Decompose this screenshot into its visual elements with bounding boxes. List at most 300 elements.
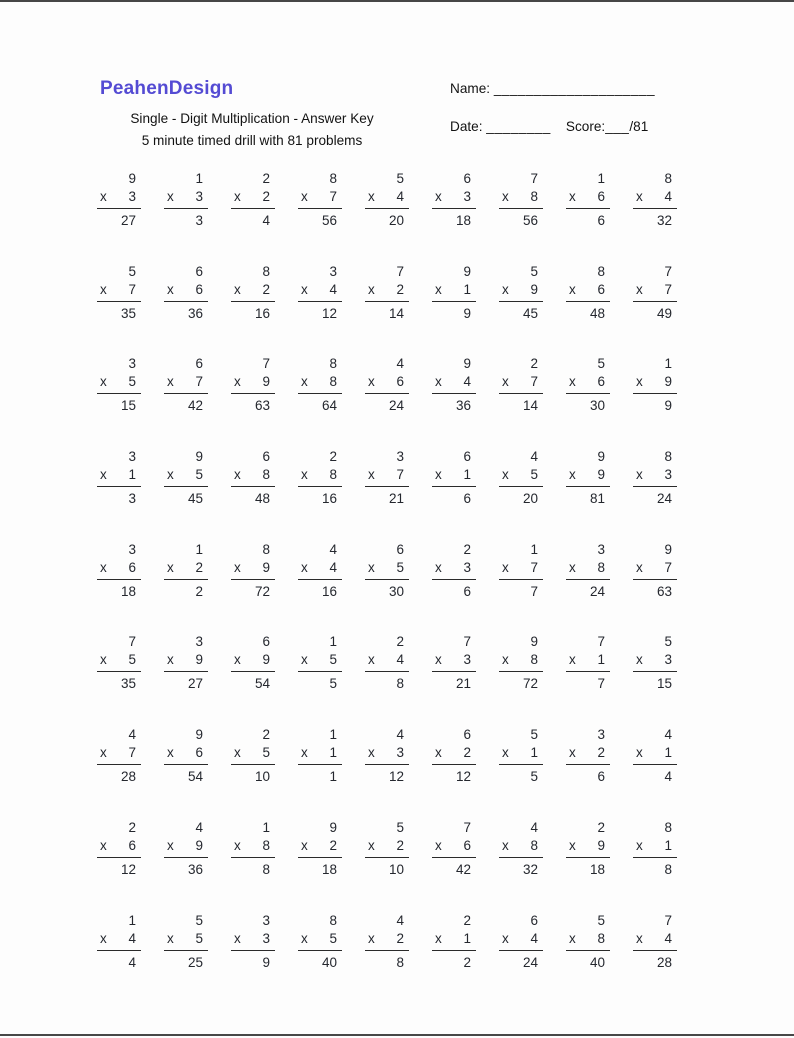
answer: 14 [388,305,404,321]
answer: 6 [597,769,605,785]
answer: 7 [597,676,605,692]
multiplier-row [231,373,275,394]
multiplier: 4 [329,281,337,297]
multiply-icon: x [569,745,576,761]
multiplier: 3 [195,189,203,204]
multiplication-problem [633,633,677,693]
answer: 32 [656,213,672,228]
multiplier: 7 [128,281,136,297]
multiplication-problem [298,541,342,601]
answer: 15 [656,676,672,692]
multiplication-problem [365,355,409,415]
multiplicand: 8 [329,356,337,372]
multiplicand: 9 [463,356,471,372]
multiplier: 8 [530,837,538,853]
multiplication-problem [432,355,476,415]
answer: 42 [455,861,471,877]
multiplier-row [231,930,275,951]
answer: 56 [321,213,337,228]
multiplicand: 2 [329,449,337,465]
multiplier-row [499,744,543,765]
page-top-border [0,0,794,2]
answer: 18 [120,583,136,599]
date-score-row [450,119,648,134]
answer: 25 [187,954,203,970]
multiply-icon: x [100,559,107,575]
multiplier: 8 [329,374,337,390]
multiplicand: 4 [396,356,404,372]
multiplier-row [633,744,677,765]
multiplier-row [432,559,476,580]
answer: 9 [463,305,471,321]
multiplication-problem [231,726,275,786]
multiplier-row [432,466,476,487]
brand-logo: PeahenDesign [100,78,234,99]
answer: 21 [455,676,471,692]
multiplicand: 1 [195,541,203,557]
multiplication-problem [231,263,275,323]
multiplicand: 8 [664,819,672,835]
multiplier-row [231,188,275,209]
multiplication-problem [566,170,610,230]
multiplier: 3 [128,189,136,204]
multiplication-problem [97,912,141,972]
problem-row [97,726,677,819]
multiplier-row [164,188,208,209]
multiplier-row [365,188,409,209]
answer: 48 [589,305,605,321]
multiplicand: 2 [463,541,471,557]
multiplier-row [298,373,342,394]
multiplier: 2 [597,745,605,761]
answer: 40 [321,954,337,970]
multiplicand: 3 [396,449,404,465]
multiplicand: 4 [530,449,538,465]
name-field-row [450,81,655,96]
multiply-icon: x [100,189,107,204]
multiplier-row [499,373,543,394]
multiplier-row [164,559,208,580]
multiplication-problem [298,912,342,972]
multiply-icon: x [435,559,442,575]
multiply-icon: x [502,559,509,575]
multiplicand: 9 [664,541,672,557]
multiplier: 9 [262,559,270,575]
answer: 28 [656,954,672,970]
multiplication-problem [432,170,476,230]
multiply-icon: x [636,745,643,761]
multiplication-problem [633,819,677,879]
answer: 30 [589,398,605,414]
multiplier-row [298,559,342,580]
title-line-2: 5 minute timed drill with 81 problems [141,133,363,148]
answer: 6 [463,491,471,507]
multiplication-problem [566,541,610,601]
multiplicand: 7 [463,634,471,650]
multiply-icon: x [636,189,643,204]
multiply-icon: x [636,281,643,297]
multiply-icon: x [301,281,308,297]
answer: 8 [262,861,270,877]
multiplier: 4 [329,559,337,575]
multiplicand: 7 [463,819,471,835]
multiply-icon: x [368,281,375,297]
multiplier-row [298,651,342,672]
multiplication-problem [97,633,141,693]
multiplier-row [633,837,677,858]
answer: 72 [522,676,538,692]
multiply-icon: x [234,559,241,575]
multiplicand: 3 [597,727,605,743]
multiplier: 6 [396,374,404,390]
multiplier: 4 [128,930,136,946]
score-blank-line: ___ [605,119,630,134]
multiplier: 6 [195,281,203,297]
multiply-icon: x [502,467,509,483]
answer: 12 [120,861,136,877]
multiplier-row [97,930,141,951]
multiplicand: 5 [396,171,404,186]
answer: 1 [329,769,337,785]
multiplicand: 9 [195,727,203,743]
multiplier: 5 [329,652,337,668]
multiplier-row [566,930,610,951]
multiplication-problem [566,263,610,323]
answer: 24 [388,398,404,414]
multiplicand: 1 [128,912,136,928]
multiplicand: 6 [262,634,270,650]
multiplicand: 6 [396,541,404,557]
answer: 8 [396,676,404,692]
problem-row [97,263,677,356]
multiply-icon: x [569,652,576,668]
multiplicand: 2 [262,727,270,743]
multiplier-row [633,930,677,951]
multiplier-row [365,744,409,765]
multiplier-row [633,373,677,394]
multiplier-row [231,281,275,302]
multiply-icon: x [636,652,643,668]
multiplication-problem [499,355,543,415]
answer: 45 [522,305,538,321]
multiplier-row [164,651,208,672]
multiplier: 8 [262,467,270,483]
multiplication-problem [432,726,476,786]
multiplier-row [566,281,610,302]
multiplier-row [432,651,476,672]
multiply-icon: x [167,930,174,946]
multiplication-problem [633,912,677,972]
multiplier: 6 [463,837,471,853]
multiplication-problem [365,726,409,786]
multiplication-problem [164,912,208,972]
multiplication-problem [499,263,543,323]
multiplication-problem [633,448,677,508]
multiplication-problem [633,541,677,601]
multiplier-row [164,837,208,858]
multiplicand: 4 [329,541,337,557]
multiply-icon: x [502,374,509,390]
multiplicand: 5 [530,263,538,279]
multiplication-problem [97,541,141,601]
multiplication-problem [566,355,610,415]
multiplier: 8 [597,930,605,946]
multiplicand: 7 [664,912,672,928]
multiplication-problem [97,819,141,879]
multiplier: 9 [262,652,270,668]
multiply-icon: x [368,559,375,575]
multiplicand: 5 [128,263,136,279]
multiplier-row [365,651,409,672]
answer: 6 [463,583,471,599]
answer: 9 [664,398,672,414]
multiplicand: 4 [128,727,136,743]
multiplication-problem [231,170,275,230]
multiply-icon: x [502,745,509,761]
multiplicand: 3 [128,449,136,465]
multiplier-row [499,651,543,672]
answer: 5 [329,676,337,692]
answer: 15 [120,398,136,414]
multiplier: 9 [195,837,203,853]
multiplier: 5 [262,745,270,761]
multiplier: 6 [195,745,203,761]
multiplier: 2 [329,837,337,853]
multiplication-problem [432,541,476,601]
multiplicand: 2 [597,819,605,835]
multiplication-problem [164,819,208,879]
answer: 2 [463,954,471,970]
multiply-icon: x [100,281,107,297]
answer: 24 [522,954,538,970]
multiply-icon: x [100,837,107,853]
multiply-icon: x [368,189,375,204]
answer: 42 [187,398,203,414]
multiply-icon: x [368,652,375,668]
multiplicand: 5 [195,912,203,928]
multiplicand: 6 [530,912,538,928]
multiplier: 2 [262,189,270,204]
answer: 16 [254,305,270,321]
multiplier: 3 [463,559,471,575]
multiplier: 7 [530,374,538,390]
multiplier-row [633,651,677,672]
multiplier-row [566,373,610,394]
multiply-icon: x [301,930,308,946]
multiplier-row [164,744,208,765]
answer: 8 [664,861,672,877]
multiplicand: 3 [195,634,203,650]
multiplier-row [97,188,141,209]
multiplicand: 2 [262,171,270,186]
multiplicand: 6 [463,171,471,186]
multiplier: 8 [530,189,538,204]
multiply-icon: x [569,281,576,297]
multiplier: 1 [597,652,605,668]
multiplier: 8 [329,467,337,483]
multiplication-problem [365,263,409,323]
multiplication-problem [365,819,409,879]
multiplier-row [231,466,275,487]
multiplicand: 9 [329,819,337,835]
multiply-icon: x [569,467,576,483]
multiplication-problem [432,633,476,693]
multiplier: 4 [396,189,404,204]
multiplicand: 8 [262,541,270,557]
multiply-icon: x [636,374,643,390]
answer: 24 [656,491,672,507]
multiplicand: 4 [664,727,672,743]
multiplier-row [499,466,543,487]
multiplier-row [298,744,342,765]
answer: 18 [455,213,471,228]
multiplicand: 7 [396,263,404,279]
multiplier: 4 [664,930,672,946]
answer: 8 [396,954,404,970]
multiplier-row [432,281,476,302]
multiply-icon: x [234,281,241,297]
multiply-icon: x [368,467,375,483]
multiplier-row [432,930,476,951]
multiply-icon: x [100,930,107,946]
multiplication-problem [365,912,409,972]
answer: 12 [388,769,404,785]
multiplicand: 8 [329,912,337,928]
multiply-icon: x [636,467,643,483]
problem-row [97,541,677,634]
multiply-icon: x [100,652,107,668]
multiply-icon: x [435,837,442,853]
answer: 20 [388,213,404,228]
multiply-icon: x [502,930,509,946]
multiplier-row [231,837,275,858]
problems-grid [97,170,677,1004]
multiply-icon: x [167,467,174,483]
answer: 56 [522,213,538,228]
multiplier-row [298,837,342,858]
multiply-icon: x [569,559,576,575]
date-blank-line: ________ [486,119,551,134]
multiplicand: 3 [329,263,337,279]
multiplication-problem [231,355,275,415]
answer: 63 [656,583,672,599]
answer: 20 [522,491,538,507]
problem-row [97,448,677,541]
answer: 36 [187,305,203,321]
multiplier: 1 [128,467,136,483]
answer: 3 [128,491,136,507]
multiplier-row [298,281,342,302]
answer: 64 [321,398,337,414]
answer: 72 [254,583,270,599]
answer: 36 [187,861,203,877]
multiplicand: 2 [530,356,538,372]
answer: 12 [455,769,471,785]
multiplicand: 5 [597,912,605,928]
multiplicand: 1 [329,727,337,743]
multiplicand: 1 [597,171,605,186]
multiply-icon: x [435,374,442,390]
worksheet-title [92,108,412,152]
multiplier: 7 [396,467,404,483]
multiplier: 4 [664,189,672,204]
multiplication-problem [499,912,543,972]
multiplier-row [365,466,409,487]
multiplication-problem [633,170,677,230]
multiply-icon: x [502,189,509,204]
multiplier-row [432,188,476,209]
multiplication-problem [633,355,677,415]
multiplication-problem [633,263,677,323]
multiplication-problem [365,448,409,508]
answer: 9 [262,954,270,970]
multiply-icon: x [569,930,576,946]
multiplication-problem [566,912,610,972]
multiplier-row [365,930,409,951]
multiplicand: 3 [597,541,605,557]
multiplier-row [633,559,677,580]
multiplication-problem [97,726,141,786]
answer: 7 [530,583,538,599]
name-blank-line: ____________________ [493,81,656,96]
problem-row [97,912,677,1005]
multiplication-problem [432,819,476,879]
multiply-icon: x [100,467,107,483]
answer: 6 [597,213,605,228]
multiplier: 7 [128,745,136,761]
multiply-icon: x [234,374,241,390]
multiplication-problem [499,633,543,693]
multiplication-problem [298,726,342,786]
multiplier-row [97,651,141,672]
multiplier: 1 [463,467,471,483]
multiplication-problem [164,170,208,230]
multiplier-row [499,837,543,858]
multiplier-row [499,930,543,951]
multiplier-row [633,466,677,487]
problem-row [97,633,677,726]
multiplicand: 7 [262,356,270,372]
multiplier: 9 [530,281,538,297]
multiplier: 5 [128,374,136,390]
multiplication-problem [566,819,610,879]
multiplier: 1 [664,745,672,761]
multiplier: 5 [128,652,136,668]
answer: 35 [120,676,136,692]
answer: 54 [254,676,270,692]
multiplication-problem [365,170,409,230]
multiplier-row [164,466,208,487]
multiplication-problem [432,263,476,323]
multiply-icon: x [234,652,241,668]
multiplicand: 9 [530,634,538,650]
multiplier: 6 [128,837,136,853]
multiplication-problem [365,633,409,693]
multiplicand: 7 [128,634,136,650]
multiply-icon: x [368,837,375,853]
multiply-icon: x [301,374,308,390]
multiplicand: 9 [195,449,203,465]
multiply-icon: x [234,745,241,761]
multiplier-row [365,373,409,394]
multiplicand: 2 [128,819,136,835]
multiplicand: 4 [195,819,203,835]
multiply-icon: x [167,374,174,390]
answer: 18 [589,861,605,877]
multiplier: 8 [262,837,270,853]
multiplication-problem [298,263,342,323]
multiplier: 7 [664,559,672,575]
